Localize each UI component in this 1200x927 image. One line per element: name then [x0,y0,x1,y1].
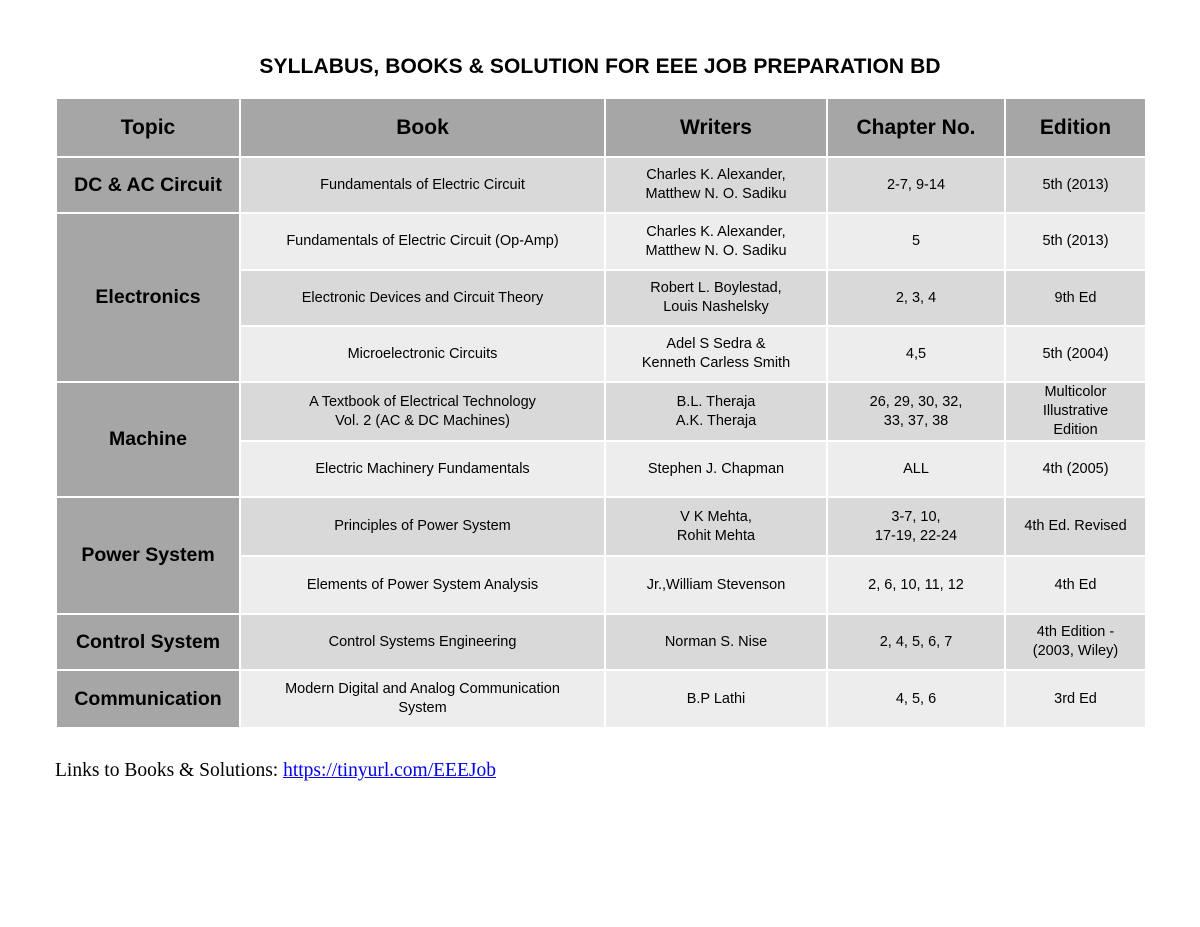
edition-cell: 3rd Ed [1005,670,1146,728]
header-edition: Edition [1005,98,1146,157]
book-cell: Modern Digital and Analog Communication System [240,670,605,728]
document-title: SYLLABUS, BOOKS & SOLUTION FOR EEE JOB PREPARATION BD [259,55,941,78]
book-cell: Fundamentals of Electric Circuit (Op-Amp) [240,213,605,270]
book-cell: A Textbook of Electrical Technology Vol. 2 (AC & DC Machines) [240,382,605,441]
topic-cell: Electronics [56,213,240,382]
writers-cell: Charles K. Alexander, Matthew N. O. Sadiku [605,213,827,270]
links-line [55,760,496,782]
chapter-cell: ALL [827,441,1005,497]
chapter-cell: 2, 4, 5, 6, 7 [827,614,1005,670]
edition-cell: 5th (2013) [1005,213,1146,270]
book-cell: Electric Machinery Fundamentals [240,441,605,497]
header-chapter: Chapter No. [827,98,1005,157]
header-topic: Topic [56,98,240,157]
writers-cell: Robert L. Boylestad, Louis Nashelsky [605,270,827,326]
topic-cell: Communication [56,670,240,728]
edition-cell: Multicolor Illustrative Edition [1005,382,1146,441]
chapter-cell: 4,5 [827,326,1005,382]
table-row [56,614,1146,670]
writers-cell: V K Mehta, Rohit Mehta [605,497,827,556]
book-cell: Fundamentals of Electric Circuit [240,157,605,213]
table-row [56,670,1146,728]
chapter-cell: 3-7, 10, 17-19, 22-24 [827,497,1005,556]
edition-cell: 5th (2004) [1005,326,1146,382]
writers-cell: Jr.,William Stevenson [605,556,827,614]
topic-cell: DC & AC Circuit [56,157,240,213]
writers-cell: Adel S Sedra & Kenneth Carless Smith [605,326,827,382]
header-writers: Writers [605,98,827,157]
chapter-cell: 2, 3, 4 [827,270,1005,326]
table-row [56,497,1146,556]
writers-cell: B.L. Theraja A.K. Theraja [605,382,827,441]
chapter-cell: 2, 6, 10, 11, 12 [827,556,1005,614]
book-cell: Control Systems Engineering [240,614,605,670]
book-cell: Principles of Power System [240,497,605,556]
table-row [56,213,1146,270]
writers-cell: B.P Lathi [605,670,827,728]
writers-cell: Charles K. Alexander, Matthew N. O. Sadiku [605,157,827,213]
writers-cell: Norman S. Nise [605,614,827,670]
header-book: Book [240,98,605,157]
chapter-cell: 5 [827,213,1005,270]
book-cell: Electronic Devices and Circuit Theory [240,270,605,326]
edition-cell: 5th (2013) [1005,157,1146,213]
chapter-cell: 4, 5, 6 [827,670,1005,728]
edition-cell: 4th (2005) [1005,441,1146,497]
books-solutions-link[interactable]: https://tinyurl.com/EEEJob [283,760,496,781]
table-row [56,157,1146,213]
links-label: Links to Books & Solutions: [55,760,284,781]
topic-cell: Power System [56,497,240,614]
chapter-cell: 2-7, 9-14 [827,157,1005,213]
edition-cell: 4th Ed. Revised [1005,497,1146,556]
topic-cell: Machine [56,382,240,497]
table-row [56,382,1146,441]
topic-cell: Control System [56,614,240,670]
chapter-cell: 26, 29, 30, 32, 33, 37, 38 [827,382,1005,441]
book-cell: Microelectronic Circuits [240,326,605,382]
writers-cell: Stephen J. Chapman [605,441,827,497]
edition-cell: 9th Ed [1005,270,1146,326]
syllabus-table [55,97,1147,729]
edition-cell: 4th Ed [1005,556,1146,614]
book-cell: Elements of Power System Analysis [240,556,605,614]
table-header-row [56,98,1146,157]
edition-cell: 4th Edition - (2003, Wiley) [1005,614,1146,670]
